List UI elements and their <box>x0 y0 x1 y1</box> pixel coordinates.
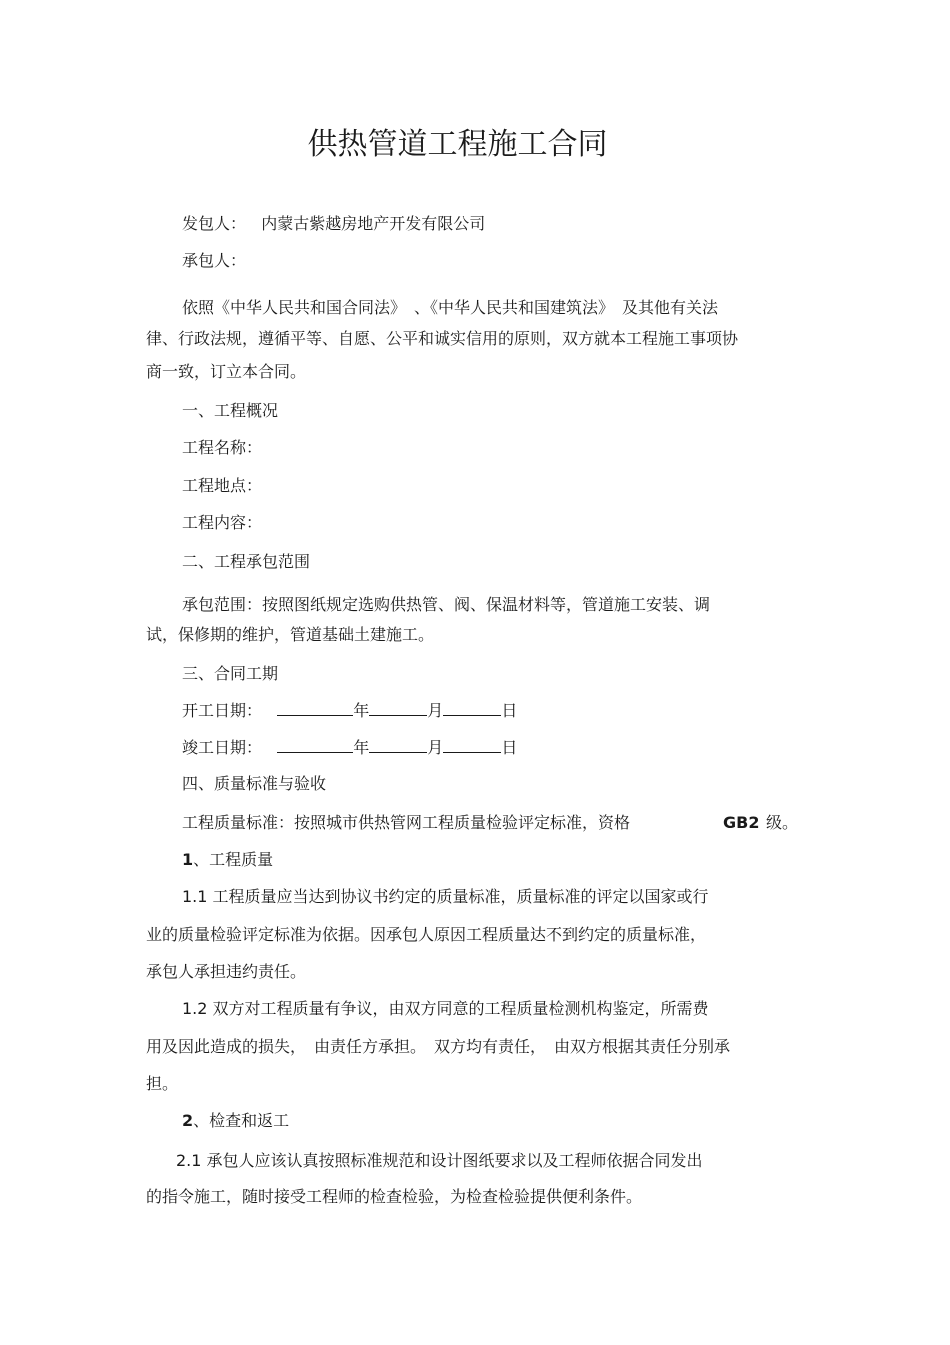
end-date-line <box>182 737 517 758</box>
document-title: 供热管道工程施工合同 <box>307 127 608 162</box>
start-year-blank <box>277 700 353 716</box>
project-content-label: 工程内容： <box>182 513 263 532</box>
day-label: 日 <box>501 738 518 757</box>
end-day-blank <box>443 737 501 753</box>
year-label: 年 <box>353 701 370 720</box>
start-month-blank <box>369 700 427 716</box>
subsection-1-title: 、工程质量 <box>193 850 274 869</box>
party-a-line <box>182 214 485 234</box>
clause-1-2-line-1 <box>182 999 709 1019</box>
quality-grade-suffix: 级。 <box>766 813 799 832</box>
clause-1-1-line-3: 承包人承担违约责任。 <box>146 962 307 981</box>
end-year-blank <box>277 737 353 753</box>
subsection-2-title: 、检查和返工 <box>193 1111 290 1130</box>
year-label: 年 <box>353 738 370 757</box>
subsection-1-number: 1 <box>182 850 194 869</box>
subsection-2-heading <box>182 1111 289 1131</box>
party-b-line <box>182 251 246 271</box>
section-4-heading: 四、质量标准与验收 <box>182 774 327 793</box>
subsection-2-number: 2 <box>182 1111 194 1130</box>
end-date-label: 竣工日期： <box>182 738 263 757</box>
section-3-heading: 三、合同工期 <box>182 664 279 683</box>
party-a-label: 发包人： <box>182 214 247 233</box>
scope-line-2: 试，保修期的维护，管道基础土建施工。 <box>146 625 435 644</box>
clause-1-2-line-3: 担。 <box>146 1074 179 1093</box>
subsection-1-heading <box>182 850 273 870</box>
day-label: 日 <box>501 701 518 720</box>
clause-1-2-number: 1.2 <box>182 999 208 1018</box>
clause-2-1-number: 2.1 <box>176 1151 202 1170</box>
clause-1-1-number: 1.1 <box>182 887 208 906</box>
end-month-blank <box>369 737 427 753</box>
clause-1-1-line-1 <box>182 887 709 907</box>
clause-1-2-line-2: 用及因此造成的损失， 由责任方承担。 双方均有责任， 由双方根据其责任分别承 <box>146 1037 731 1056</box>
clause-2-1-line-2: 的指令施工，随时接受工程师的检查检验，为检查检验提供便利条件。 <box>146 1187 643 1206</box>
start-date-label: 开工日期： <box>182 701 263 720</box>
party-b-label: 承包人： <box>182 251 247 270</box>
project-location-label: 工程地点： <box>182 476 263 495</box>
month-label: 月 <box>427 738 444 757</box>
clause-1-1-text: 工程质量应当达到协议书约定的质量标准，质量标准的评定以国家或行 <box>212 887 709 906</box>
scope-line-1: 承包范围：按照图纸规定选购供热管、阀、保温材料等，管道施工安装、调 <box>182 595 711 614</box>
section-1-heading: 一、工程概况 <box>182 401 279 420</box>
quality-standard-text: 工程质量标准：按照城市供热管网工程质量检验评定标准，资格 <box>182 813 631 832</box>
month-label: 月 <box>427 701 444 720</box>
section-2-heading: 二、工程承包范围 <box>182 552 311 571</box>
start-date-line <box>182 700 517 721</box>
preamble-line-3: 商一致，订立本合同。 <box>146 362 307 381</box>
preamble-line-1: 依照《中华人民共和国合同法》 、《中华人民共和国建筑法》 及其他有关法 <box>182 298 719 317</box>
clause-1-1-line-2: 业的质量检验评定标准为依据。因承包人原因工程质量达不到约定的质量标准， <box>146 925 707 944</box>
preamble-line-2: 律、行政法规，遵循平等、自愿、公平和诚实信用的原则，双方就本工程施工事项协 <box>146 329 739 348</box>
project-name-label: 工程名称： <box>182 438 263 457</box>
clause-2-1-line-1 <box>176 1151 703 1171</box>
start-day-blank <box>443 700 501 716</box>
clause-1-2-text: 双方对工程质量有争议，由双方同意的工程质量检测机构鉴定，所需费 <box>212 999 709 1018</box>
quality-grade: GB2 <box>723 813 760 832</box>
clause-2-1-text: 承包人应该认真按照标准规范和设计图纸要求以及工程师依据合同发出 <box>206 1151 703 1170</box>
party-a-value: 内蒙古紫越房地产开发有限公司 <box>261 214 486 233</box>
